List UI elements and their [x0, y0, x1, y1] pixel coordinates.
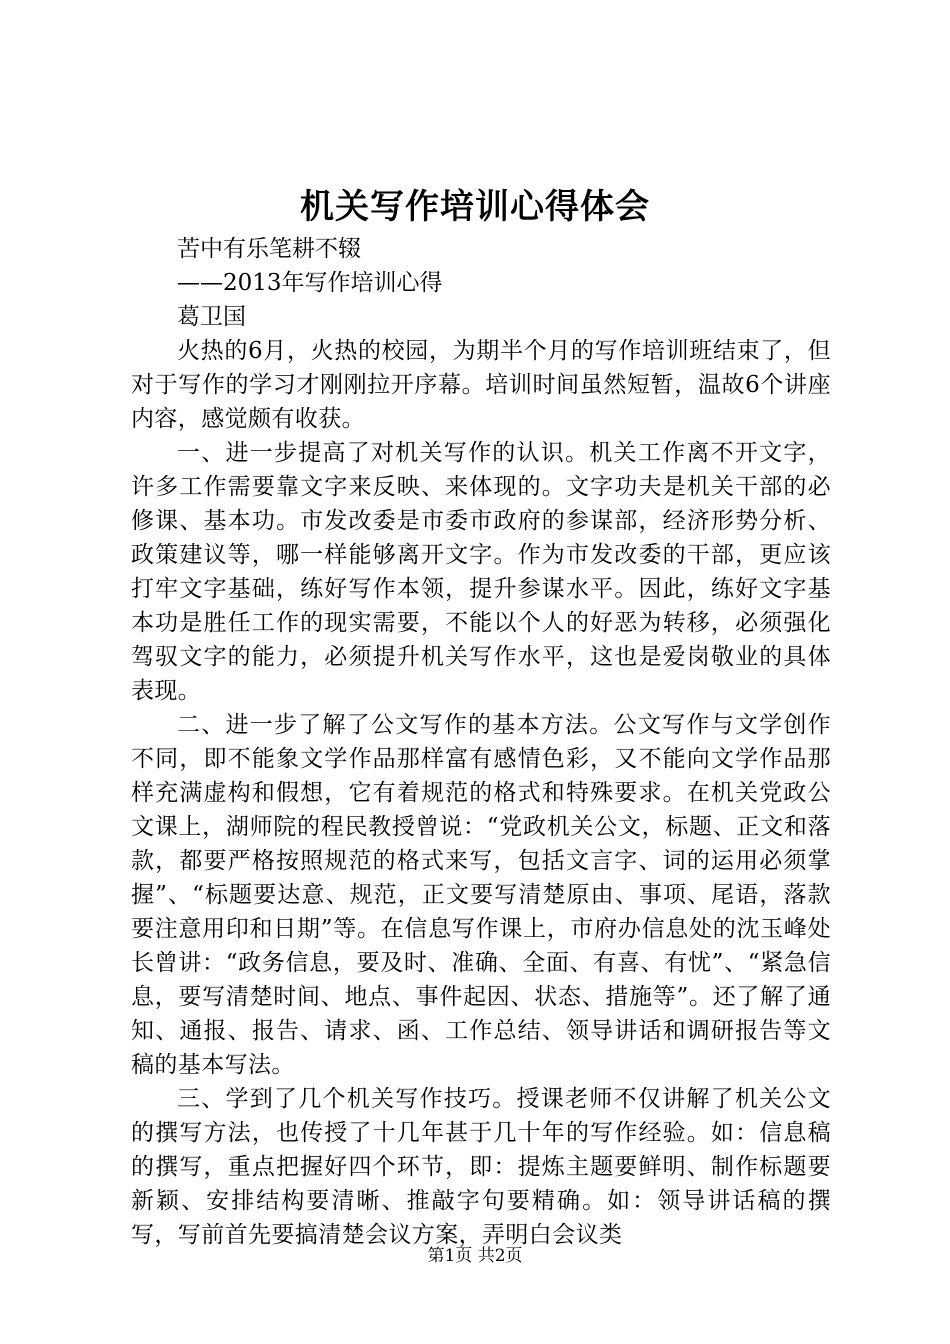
- subtitle: 苦中有乐笔耕不辍: [177, 236, 361, 262]
- author-name: 葛卫国: [177, 304, 246, 330]
- document-body: [131, 232, 831, 1252]
- paragraph-section-1: 一、进一步提高了对机关写作的认识。机关工作离不开文字，许多工作需要靠文字来反映、来体现的。文字功夫是机关干部的必修课、基本功。市发改委是市委市政府的参谋部，经济形势分析、政策建议等，哪一样能够离开文字。作为市发改委的干部，更应该打牢文字基础，练好写作本领，提升参谋水平。因此，练好文字基本功是胜任工作的现实需要，不能以个人的好恶为转移，必须强化驾驭文字的能力，必须提升机关写作水平，这也是爱岗敬业的具体表现。: [131, 440, 831, 704]
- document-title: 机关写作培训心得体会: [300, 187, 650, 227]
- subheading: ——2013年写作培训心得: [177, 270, 443, 296]
- page-indicator: 第1页 共2页: [427, 1246, 523, 1266]
- paragraph-section-2: 二、进一步了解了公文写作的基本方法。公文写作与文学创作不同，即不能象文学作品那样富有感情色彩，又不能向文学作品那样充满虚构和假想，它有着规范的格式和特殊要求。在机关党政公文课上，湖师院的程民教授曾说：“党政机关公文，标题、正文和落款，都要严格按照规范的格式来写，包括文言字、词的运用必须掌握”、“标题要达意、规范，正文要写清楚原由、事项、尾语，落款要注意用印和日期”等。在信息写作课上，市府办信息处的沈玉峰处长曾讲：“政务信息，要及时、准确、全面、有喜、有忧”、“紧急信息，要写清楚时间、地点、事件起因、状态、措施等”。还了解了通知、通报、报告、请求、函、工作总结、领导讲话和调研报告等文稿的基本写法。: [131, 712, 831, 1078]
- paragraph-section-3: 三、学到了几个机关写作技巧。授课老师不仅讲解了机关公文的撰写方法，也传授了十几年甚于几十年的写作经验。如：信息稿的撰写，重点把握好四个环节，即：提炼主题要鲜明、制作标题要新颖、安排结构要清晰、推敲字句要精确。如：领导讲话稿的撰写，写前首先要搞清楚会议方案，弄明白会议类: [131, 1086, 831, 1248]
- paragraph-intro: 火热的6月，火热的校园，为期半个月的写作培训班结束了，但对于写作的学习才刚刚拉开序幕。培训时间虽然短暂，温故6个讲座内容，感觉颇有收获。: [131, 338, 831, 432]
